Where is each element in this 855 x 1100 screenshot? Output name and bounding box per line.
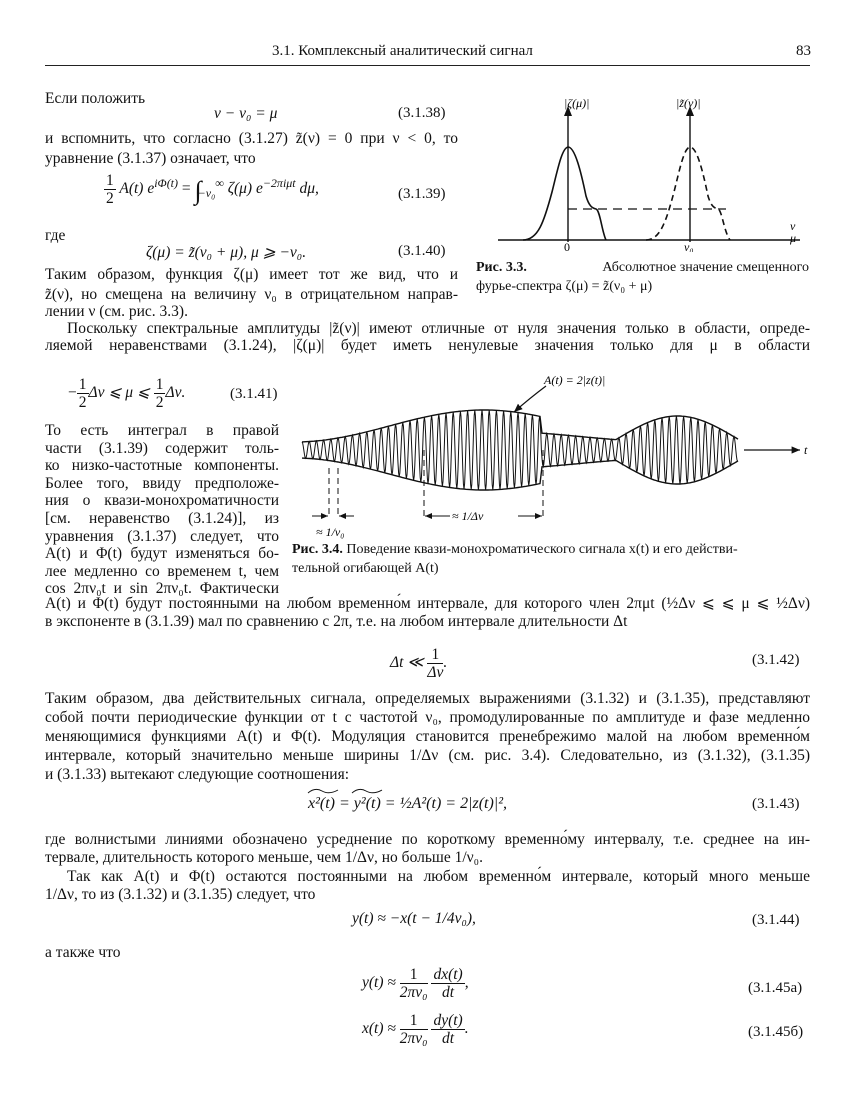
envelope-pointer (514, 386, 546, 412)
equation-number: (3.1.38) (398, 105, 446, 121)
frac-denominator: 2πν₀ (399, 984, 428, 1001)
frac-numerator: dx(t) (433, 966, 463, 983)
axis-label-mu: μ (790, 231, 797, 245)
intro-line: и вспомнить, что согласно (3.1.27) z̃(ν) = 0 при ν < 0, то (45, 130, 458, 147)
zeta-spectrum-curve (523, 147, 606, 240)
body-line: а также что (45, 944, 121, 961)
equation-3-1-39: $\frac{1}{2}$ A(t) $e^{i\Phi(t)} = \int_{-\nu_0}^\infty$ ζ(μ) $e^{-2\pi i\mu t}$ dμ, (106, 172, 319, 207)
equation-3-1-43: x²(t) = y²(t) = ½A²(t) = 2|z(t)|², (308, 795, 507, 812)
label-ztilde: |z̃(ν)| (676, 96, 701, 110)
frac-denominator: 2πν₀ (399, 1030, 428, 1047)
body-line: ляемой неравенствами (3.1.24), |ζ(μ)| будет иметь ненулевые значения только для μ в области (45, 337, 810, 354)
equation-number: (3.1.41) (230, 386, 278, 402)
body-line: интервале, который значительно меньше ширины 1/Δν (см. рис. 3.4). Следовательно, из (3.1.32), (3.1.35) (45, 747, 810, 764)
equation-3-1-42: Δt ≪ $\frac{1}{\Delta\nu}$ . (390, 646, 448, 681)
caption-text: тельной огибающей A(t) (292, 561, 439, 576)
column-line: [см. неравенство (3.1.24)], из (45, 509, 279, 527)
body-line: Так как A(t) и Φ(t) остаются постоянными на любом временно́м интервале, который много меньше (67, 868, 810, 885)
caption-label: Рис. 3.3. (476, 260, 527, 275)
body-line: где волнистыми линиями обозначено усреднение по короткому временно́му интервалу, т.е. среднее на ин- (45, 831, 810, 848)
body-line: 1/Δν, то из (3.1.32) и (3.1.35) следует, что (45, 886, 316, 903)
frac-denominator: dt (442, 1030, 455, 1047)
equation-number: (3.1.43) (752, 796, 800, 812)
page-number: 83 (796, 43, 811, 59)
column-line: ко низко-частотные компоненты. (45, 457, 279, 475)
tick-nu0: ν₀ (684, 240, 694, 252)
axis-label-nu: ν (790, 219, 796, 233)
frac-numerator: 1 (400, 1012, 428, 1030)
figure-3-4 (292, 368, 814, 540)
equation-3-1-38: ν − ν₀ = μ (214, 105, 278, 122)
label-zeta: |ζ(μ)| (564, 96, 590, 110)
equation-number: (3.1.42) (752, 652, 800, 668)
left-column-text (45, 422, 279, 598)
body-line: Таким образом, два действительных сигнала, определяемых выражениями (3.1.32) и (3.1.35), представляют (45, 690, 810, 707)
intro-line: уравнение (3.1.37) означает, что (45, 150, 256, 167)
running-head: 3.1. Комплексный аналитический сигнал (272, 43, 533, 59)
period-label: ≈ 1/ν₀ (316, 525, 345, 539)
equation-number: (3.1.39) (398, 186, 446, 202)
column-line: A(t) и Φ(t) будут изменяться бо- (45, 545, 279, 563)
body-line: A(t) и Φ(t) будут постоянными на любом временно́м интервале, для которого член 2πμt (½Δν ⩽ ⩽ μ ⩽ ½Δν) (45, 595, 810, 612)
averaging-tildes (306, 786, 386, 796)
axis-label-t: t (804, 443, 808, 457)
carrier-oscillation (302, 410, 738, 490)
equation-number: (3.1.45а) (748, 980, 803, 996)
eq-lhs: y(t) ≈ (362, 974, 396, 992)
tick-zero: 0 (564, 240, 570, 252)
equation-3-1-45b: x(t) ≈ $\frac{1}{\text{2πν₀}}$ $\frac{dy(t)}{dt}$ . (362, 1012, 469, 1047)
column-line: ния о квази-монохроматичности (45, 492, 279, 510)
frac-numerator: 1 (400, 966, 428, 984)
eq-lhs: x(t) ≈ (362, 1020, 396, 1038)
body-line: в экспоненте в (3.1.39) мал по сравнению с 2π, т.е. на любом интервале длительности Δt (45, 613, 628, 630)
equation-3-1-40: ζ(μ) = z̃(ν₀ + μ), μ ⩾ −ν₀. (146, 244, 307, 261)
body-line: и (3.1.33) вытекают следующие соотношения: (45, 766, 350, 783)
eq-rhs: ζ(μ) e (227, 180, 263, 198)
eq-body: Δν ⩽ μ ⩽ (88, 384, 150, 402)
figure-3-3-caption (476, 258, 809, 296)
body-line: тервале, длительность которого меньше, чем 1/Δν, но больше 1/ν₀. (45, 849, 483, 866)
caption-label: Рис. 3.4. (292, 542, 343, 557)
equation-3-1-45a: y(t) ≈ $\frac{1}{\text{2πν₀}}$ $\frac{dx(t)}{dt}$ , (362, 966, 469, 1001)
equation-number: (3.1.44) (752, 912, 800, 928)
body-line: собой почти периодические функции от t с частотой ν₀, промодулированные по амплитуде и фазе медленно (45, 709, 810, 726)
intro-line: Таким образом, функция ζ(μ) имеет тот же вид, что и (45, 266, 458, 283)
caption-text: Абсолютное значение смещенного (602, 260, 809, 275)
header-rule (45, 65, 810, 66)
frac-denominator: dt (442, 984, 455, 1001)
equation-number: (3.1.40) (398, 243, 446, 259)
equation-3-1-44: y(t) ≈ −x(t − 1/4ν₀), (352, 910, 476, 927)
equation-3-1-41: − $\frac{1}{2}$ Δν ⩽ μ ⩽ $\frac{1}{2}$ Δν. (68, 376, 186, 411)
equation-number: (3.1.45б) (748, 1024, 804, 1040)
intro-line: где (45, 227, 66, 244)
envelope-label: A(t) = 2|z(t)| (544, 373, 606, 387)
column-line: части (3.1.39) содержит толь- (45, 439, 279, 457)
frac-numerator: 1 (106, 172, 114, 189)
modulated-signal (302, 410, 738, 490)
intro-line: Если положить (45, 90, 146, 107)
eq-lhs: Δt ≪ (390, 654, 424, 672)
intro-line: лении ν (см. рис. 3.3). (45, 303, 188, 320)
figure-3-3 (478, 92, 813, 252)
intro-line: z̃(ν), но смещена на величину ν₀ в отрицательном направ- (45, 286, 458, 303)
ztilde-spectrum-curve (646, 147, 730, 240)
body-line: Поскольку спектральные амплитуды |z̃(ν)| имеют отличные от нуля значения только в области, опреде- (67, 320, 810, 337)
frac-numerator: dy(t) (433, 1012, 463, 1029)
column-line: уравнения (3.1.37) следует, что (45, 527, 279, 545)
column-line: То есть интеграл в правой (45, 422, 279, 439)
figure-3-4-caption (292, 540, 738, 578)
column-line: cos 2πν₀t и sin 2πν₀t. Фактически (45, 580, 279, 598)
body-line: меняющимися функциями A(t) и Φ(t). Модуляция становится пренебрежимо малой на любом временно́м (45, 728, 810, 745)
column-line: лее медленно со временем t, чем (45, 562, 279, 580)
eq-tail: Δν. (165, 384, 186, 402)
eq-lhs: A(t) e (119, 180, 155, 198)
envelope-period-label: ≈ 1/Δν (452, 509, 484, 523)
column-line: Более того, ввиду предположе- (45, 474, 279, 492)
caption-text: Поведение квази-монохроматического сигнала x(t) и его действи- (346, 542, 738, 557)
caption-text: фурье-спектра ζ(μ) = z̃(ν₀ + μ) (476, 279, 653, 294)
